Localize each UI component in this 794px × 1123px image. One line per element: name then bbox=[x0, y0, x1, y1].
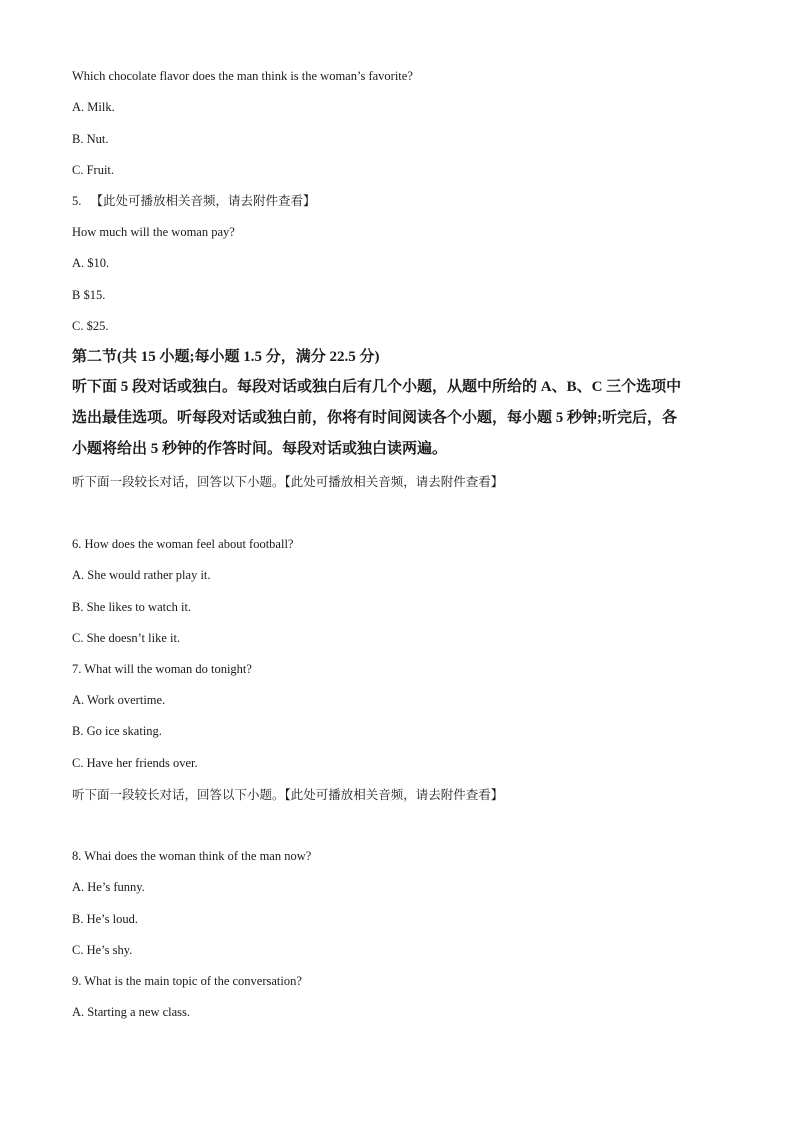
question-6-text: 6. How does the woman feel about football? bbox=[72, 537, 294, 551]
question-5-text: How much will the woman pay? bbox=[72, 225, 235, 239]
question-8-text: 8. Whai does the woman think of the man now? bbox=[72, 849, 312, 863]
question-5-header bbox=[72, 193, 316, 209]
question-5-number: 5. bbox=[72, 194, 82, 208]
question-5-option-b: B $15. bbox=[72, 288, 106, 302]
question-8-option-c: C. He’s shy. bbox=[72, 943, 133, 957]
question-4-option-a: A. Milk. bbox=[72, 100, 115, 114]
section-2-title: 第二节(共 15 小题;每小题 1.5 分，满分 22.5 分) bbox=[72, 349, 380, 365]
question-9-option-a: A. Starting a new class. bbox=[72, 1005, 191, 1019]
question-6-option-b: B. She likes to watch it. bbox=[72, 600, 192, 614]
question-7-option-b: B. Go ice skating. bbox=[72, 724, 162, 738]
question-7-option-c: C. Have her friends over. bbox=[72, 756, 198, 770]
question-5-option-a: A. $10. bbox=[72, 256, 110, 270]
question-7-text: 7. What will the woman do tonight? bbox=[72, 662, 252, 676]
question-6-option-c: C. She doesn’t like it. bbox=[72, 631, 181, 645]
section-2-instruction-line-1: 听下面 5 段对话或独白。每段对话或独白后有几个小题，从题中所给的 A、B、C 三个选项中 bbox=[72, 379, 682, 395]
question-8-option-a: A. He’s funny. bbox=[72, 880, 145, 894]
question-4-option-c: C. Fruit. bbox=[72, 163, 115, 177]
dialogue-2-intro: 听下面一段较长对话，回答以下小题。【此处可播放相关音频，请去附件查看】 bbox=[72, 787, 504, 802]
question-9-text: 9. What is the main topic of the conversation? bbox=[72, 974, 302, 988]
section-2-instruction-line-2: 选出最佳选项。听每段对话或独白前，你将有时间阅读各个小题，每小题 5 秒钟;听完后，各 bbox=[72, 410, 677, 426]
dialogue-1-intro: 听下面一段较长对话，回答以下小题。【此处可播放相关音频，请去附件查看】 bbox=[72, 474, 504, 489]
question-8-option-b: B. He’s loud. bbox=[72, 912, 138, 926]
question-7-option-a: A. Work overtime. bbox=[72, 693, 166, 707]
question-6-option-a: A. She would rather play it. bbox=[72, 568, 211, 582]
question-4-text: Which chocolate flavor does the man think is the woman’s favorite? bbox=[72, 69, 413, 83]
section-2-instruction-line-3: 小题将给出 5 秒钟的作答时间。每段对话或独白读两遍。 bbox=[72, 441, 448, 457]
audio-note: 【此处可播放相关音频，请去附件查看】 bbox=[90, 193, 316, 208]
question-5-option-c: C. $25. bbox=[72, 319, 109, 333]
question-4-option-b: B. Nut. bbox=[72, 132, 109, 146]
